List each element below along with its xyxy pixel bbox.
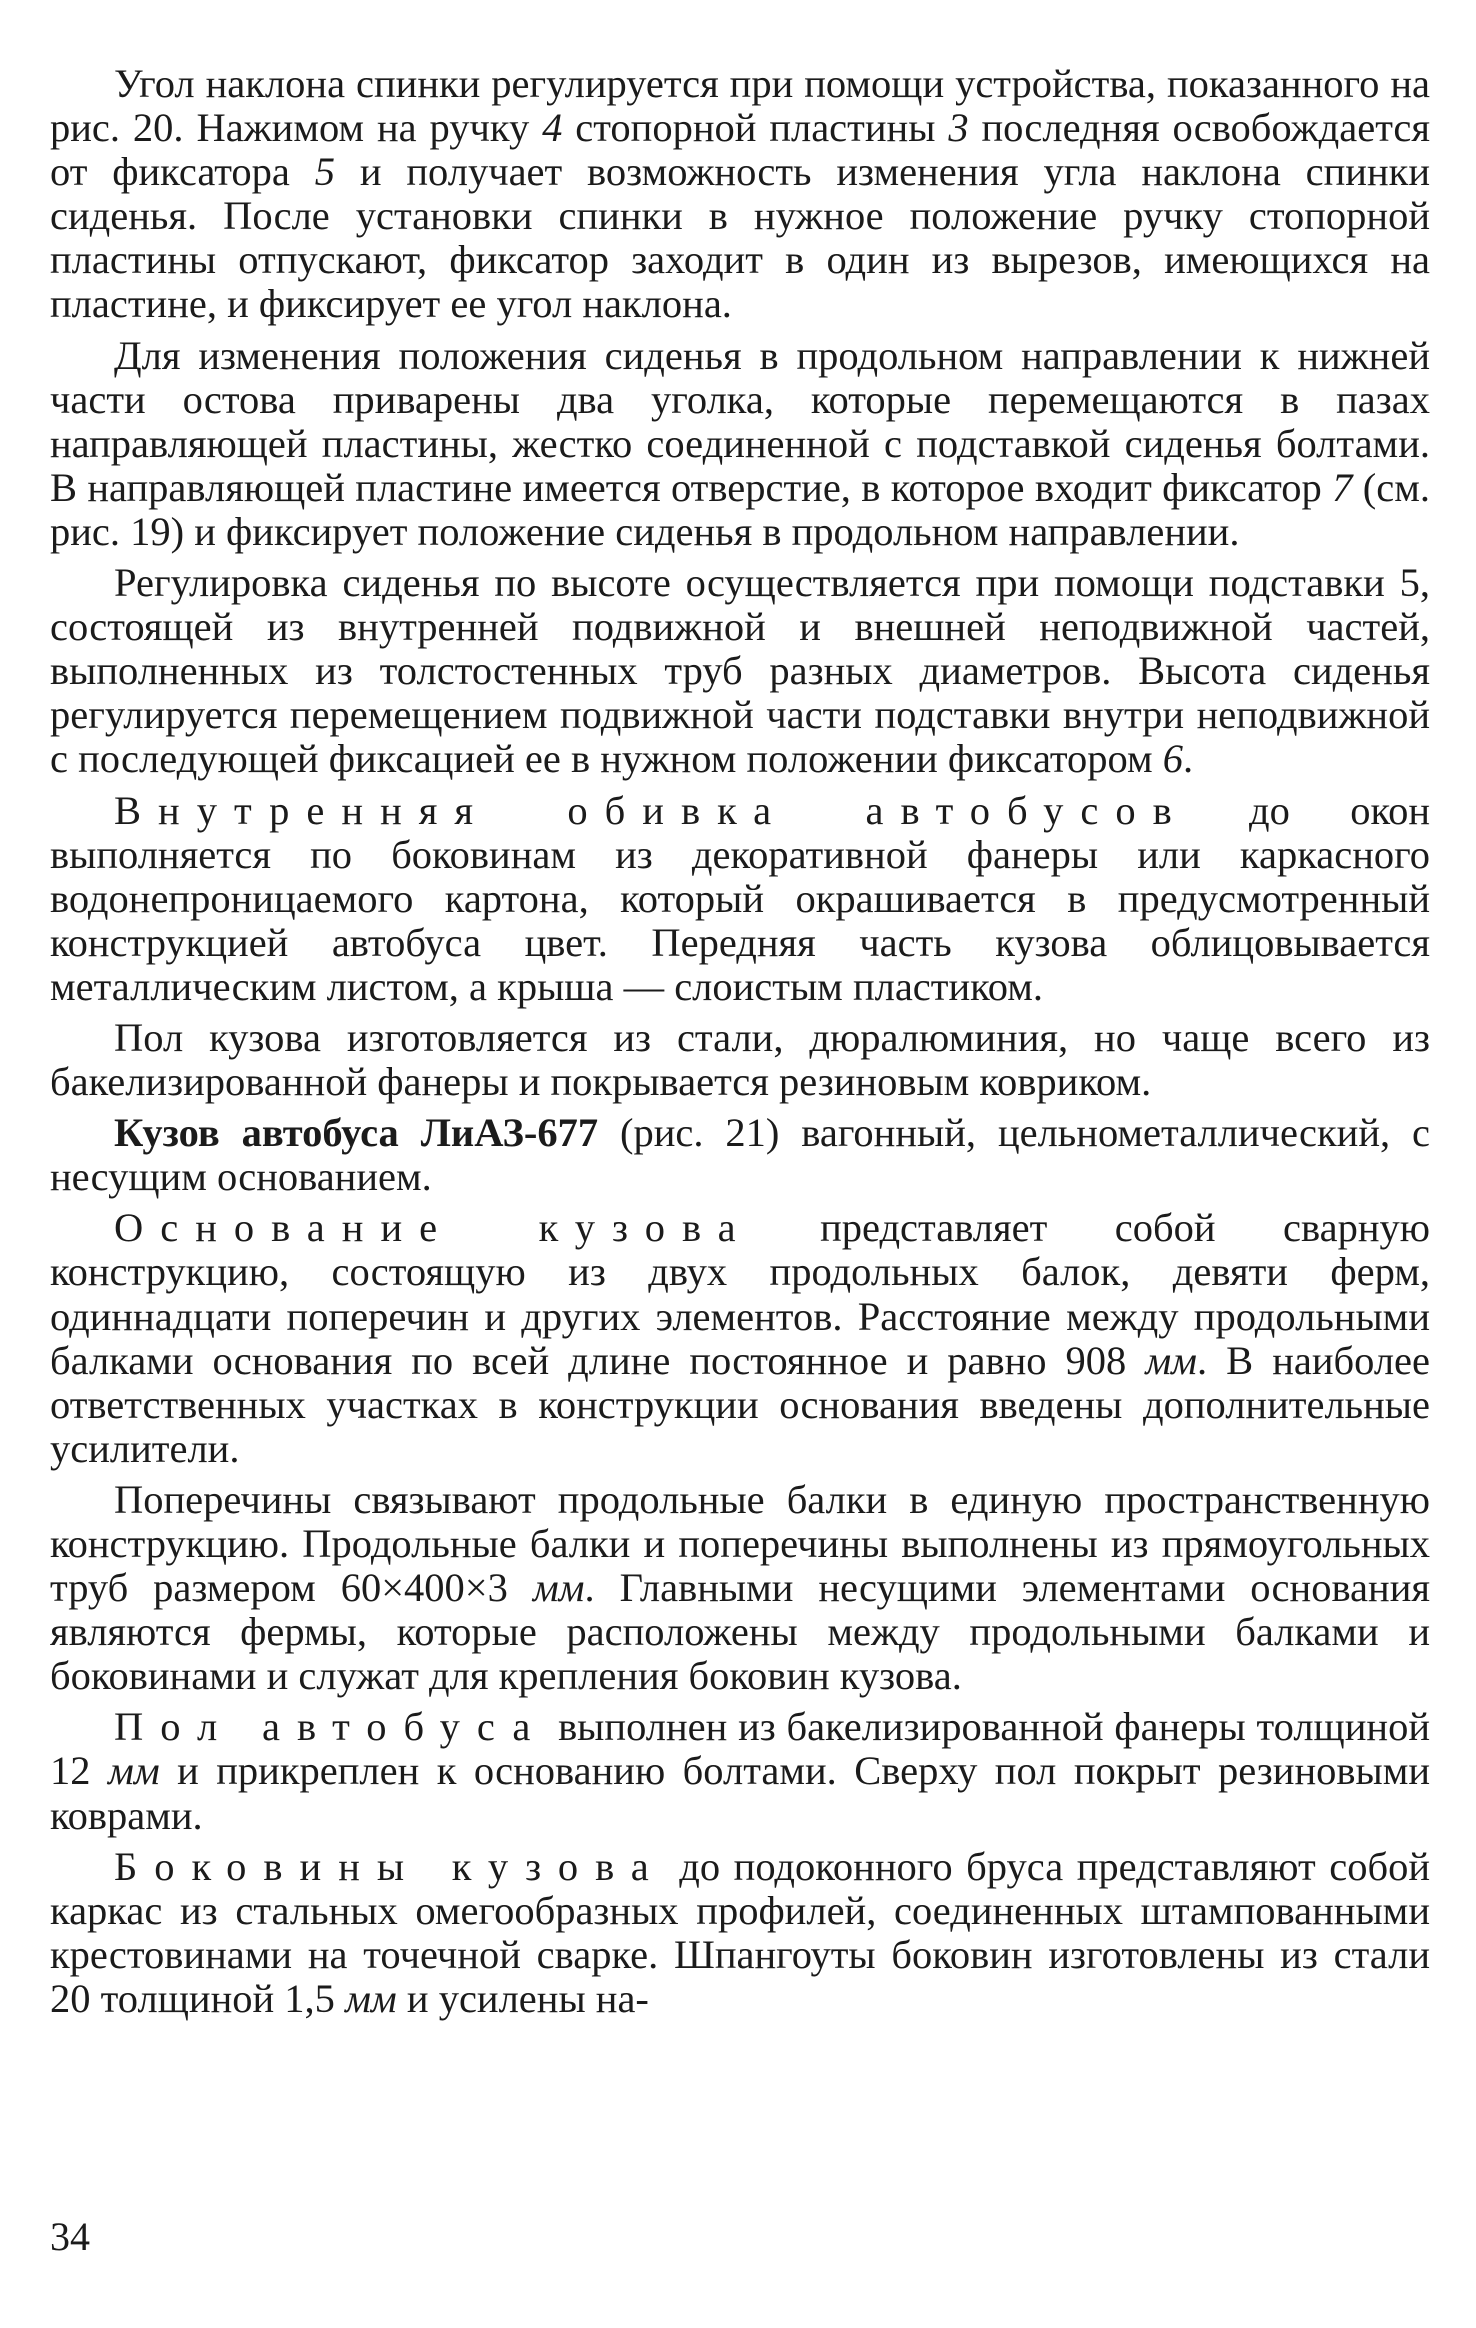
- unit-mm: мм: [532, 1565, 585, 1611]
- paragraph-seat-back-angle: [50, 62, 1430, 327]
- page-text: [50, 62, 1430, 2021]
- reference-number: 4: [542, 105, 563, 151]
- paragraph-liaz-body: [50, 1111, 1430, 1199]
- text-run: Регулировка сиденья по высоте осуществляется при помощи подставки 5, состоящей из внутренней подвижной и внешней неподвижной частей, выполненных из толстостенных труб разных диаметров. Высота сиденья регулируется перемещением подвижной части подставки внутри неподвижной с последующей фиксацией ее в нужном положении фиксатором: [50, 560, 1430, 782]
- text-run: Пол кузова изготовляется из стали, дюралюминия, но чаще всего из бакелизированной фанеры и покрывается резиновым ковриком.: [50, 1014, 1430, 1105]
- text-run: стопорной пластины: [562, 105, 949, 151]
- spaced-term: Боковины кузова: [114, 1843, 666, 1889]
- paragraph-bus-floor: [50, 1705, 1430, 1837]
- paragraph-body-base: [50, 1206, 1430, 1471]
- paragraph-floor: [50, 1016, 1430, 1104]
- text-run: . Главными несущими элементами основания являются фермы, которые расположены между продольными балками и боковинами и служат для крепления боковин кузова.: [50, 1565, 1431, 1699]
- text-run: последняя освобождается от фиксатора: [50, 105, 1430, 195]
- text-run: до окон выполняется по боковинам из декоративной фанеры или каркасного водонепроницаемого картона, который окрашивается в предусмотренный конструкцией автобуса цвет. Передняя часть кузова облицовывается металлическим листом, а крыша — слоистым пластиком.: [50, 787, 1430, 1009]
- text-run: и усилены на-: [396, 1975, 649, 2021]
- reference-number: 3: [948, 105, 969, 151]
- reference-number: 5: [314, 149, 335, 195]
- page-number: 34: [50, 2214, 90, 2259]
- spaced-term: Пол автобуса: [114, 1704, 548, 1750]
- reference-number: 6: [1162, 736, 1184, 782]
- text-run: до подоконного бруса представляют собой каркас из стальных омегообразных профилей, соединенных штампованными крестовинами на точечной сварке. Шпангоуты боковин изготовлены из стали 20 толщиной 1,5: [50, 1843, 1431, 2021]
- paragraph-seat-longitudinal: [50, 334, 1430, 554]
- text-run: Угол наклона спинки регулируется при помощи устройства, показанного на рис. 20. Нажимом на ручку: [50, 61, 1430, 151]
- text-run: представляет собой сварную конструкцию, состоящую из двух продольных балок, девяти ферм, одиннадцати поперечин и других элементов. Расстояние между продольными балками основания по всей длине постоянное и равно 908: [50, 1205, 1430, 1383]
- reference-number: 7: [1332, 464, 1353, 510]
- text-run: Поперечины связывают продольные балки в единую пространственную конструкцию. Продольные балки и поперечины выполнены из прямоугольных труб размером 60×400×3: [50, 1476, 1430, 1611]
- spaced-term: Внутренняя обивка автобусов: [114, 787, 1189, 833]
- unit-mm: мм: [1145, 1337, 1198, 1383]
- unit-mm: мм: [345, 1975, 397, 2021]
- paragraph-interior-trim: [50, 789, 1430, 1009]
- text-run: Для изменения положения сиденья в продольном направлении к нижней части остова приварены два уголка, которые перемещаются в пазах направляющей пластины, жестко соединенной с подставкой сиденья болтами. В направляющей пластине имеется отверстие, в которое входит фиксатор: [50, 332, 1430, 510]
- spaced-term: Основание кузова: [114, 1205, 753, 1251]
- text-run: (см. рис. 19) и фиксирует положение сиденья в продольном направлении.: [50, 464, 1430, 554]
- paragraph-seat-height: [50, 561, 1430, 781]
- text-run: .: [1183, 736, 1194, 782]
- text-run: выполнен из бакелизированной фанеры толщиной 12: [50, 1704, 1430, 1794]
- text-run: и прикреплен к основанию болтами. Сверху пол покрыт резиновыми коврами.: [50, 1748, 1430, 1838]
- paragraph-crossbeams: [50, 1478, 1430, 1698]
- bold-heading: Кузов автобуса ЛиАЗ-677: [114, 1110, 599, 1156]
- paragraph-body-sides: [50, 1845, 1430, 2021]
- text-run: . В наиболее ответственных участках в конструкции основания введены дополнительные усилители.: [50, 1337, 1431, 1471]
- unit-mm: мм: [107, 1748, 160, 1794]
- text-run: и получает возможность изменения угла наклона спинки сиденья. После установки спинки в нужное положение ручку стопорной пластины отпускают, фиксатор заходит в один из вырезов, имеющихся на пластине, и фиксирует ее угол наклона.: [50, 149, 1430, 327]
- text-run: (рис. 21) вагонный, цельнометаллический, с несущим основанием.: [50, 1110, 1430, 1200]
